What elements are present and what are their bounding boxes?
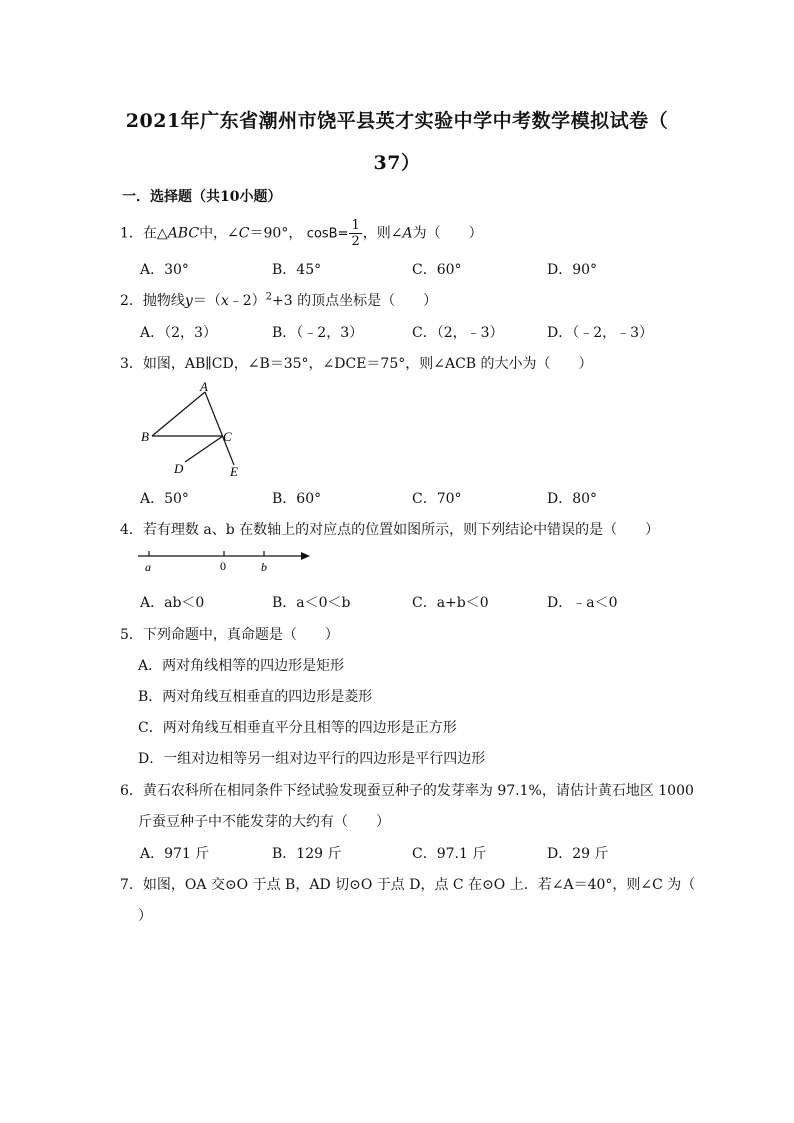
q4-label-b: b	[261, 560, 267, 574]
q3-label-a: A	[200, 379, 208, 394]
q3-figure	[130, 375, 260, 485]
q4-option-b: B．a＜0＜b	[272, 595, 351, 611]
q6-option-d: D．29 斤	[547, 846, 609, 862]
question-5: 5．下列命题中，真命题是（ ）	[120, 627, 339, 643]
q3-label-b: B	[141, 429, 149, 444]
q6-option-c: C．97.1 斤	[412, 846, 487, 862]
q6-option-a: A．971 斤	[140, 846, 210, 862]
question-7-line1: 7．如图，OA 交⊙O 于点 B，AD 切⊙O 于点 D，点 C 在⊙O 上．若∠A＝40°，则∠C 为（	[120, 877, 696, 893]
question-7-line2: ）	[138, 908, 152, 924]
q2-option-c: C．（2，﹣3）	[412, 325, 504, 341]
question-2: 2．抛物线y＝（x﹣2）$^2$+3 的顶点坐标是（ ）	[120, 291, 438, 309]
q4-option-a: A．ab＜0	[140, 595, 205, 611]
question-4: 4．若有理数 a、b 在数轴上的对应点的位置如图所示，则下列结论中错误的是（ ）	[120, 522, 660, 538]
q1-option-d: D．90°	[547, 262, 598, 278]
q1-a: A	[402, 225, 413, 242]
q4-option-d: D．﹣a＜0	[547, 595, 618, 611]
q5-option-c: C．两对角线互相垂直平分且相等的四边形是正方形	[138, 720, 457, 736]
question-3: 3．如图，AB∥CD，∠B＝35°，∠DCE＝75°，则∠ACB 的大小为（ ）	[120, 356, 593, 372]
q1-option-c: C．60°	[412, 262, 462, 278]
q5-option-a: A．两对角线相等的四边形是矩形	[138, 658, 345, 674]
q1-text: ＝90°，	[249, 225, 303, 242]
q1-option-b: B．45°	[272, 262, 322, 278]
section-heading: 一．选择题（共10小题）	[122, 189, 282, 205]
q3-option-d: D．80°	[547, 491, 598, 507]
q2-option-a: A．（2，3）	[140, 325, 217, 341]
q3-option-a: A．50°	[140, 491, 189, 507]
q1-text: 1．在△	[120, 225, 168, 242]
q3-label-d: D	[174, 461, 184, 476]
q3-option-c: C．70°	[412, 491, 462, 507]
q1-c: C	[238, 225, 250, 242]
q2-option-b: B．（﹣2，3）	[272, 325, 364, 341]
q2-option-d: D．（﹣2，﹣3）	[547, 325, 654, 341]
q1-option-a: A．30°	[140, 262, 189, 278]
q1-text: 为（ ）	[412, 225, 483, 242]
q3-option-b: B．60°	[272, 491, 322, 507]
page-title-line1: 2021年广东省潮州市饶平县英才实验中学中考数学模拟试卷（	[125, 110, 669, 132]
question-6-line2: 斤蚕豆种子中不能发芽的大约有（ ）	[138, 814, 390, 830]
q6-option-b: B．129 斤	[272, 846, 342, 862]
q4-label-a: a	[145, 560, 151, 574]
q4-label-zero: 0	[220, 559, 226, 573]
question-1	[120, 218, 483, 249]
q4-number-line	[134, 546, 314, 578]
q1-text: ，则∠	[362, 225, 403, 242]
q1-cosb: cosB=	[306, 226, 349, 242]
q5-option-d: D．一组对边相等另一组对边平行的四边形是平行四边形	[138, 751, 486, 767]
q1-text: 中，∠	[199, 225, 239, 242]
page-title-line2: 37）	[373, 152, 421, 174]
q3-label-c: C	[223, 429, 232, 444]
q5-option-b: B．两对角线互相垂直的四边形是菱形	[138, 689, 373, 705]
q4-option-c: C．a+b＜0	[412, 595, 489, 611]
q1-fraction: $\frac{1}{2}$	[351, 218, 360, 249]
question-6-line1: 6．黄石农科所在相同条件下经试验发现蚕豆种子的发芽率为 97.1%，请估计黄石地区 1000	[120, 783, 694, 799]
q3-label-e: E	[230, 464, 238, 479]
q1-abc: ABC	[167, 225, 200, 242]
